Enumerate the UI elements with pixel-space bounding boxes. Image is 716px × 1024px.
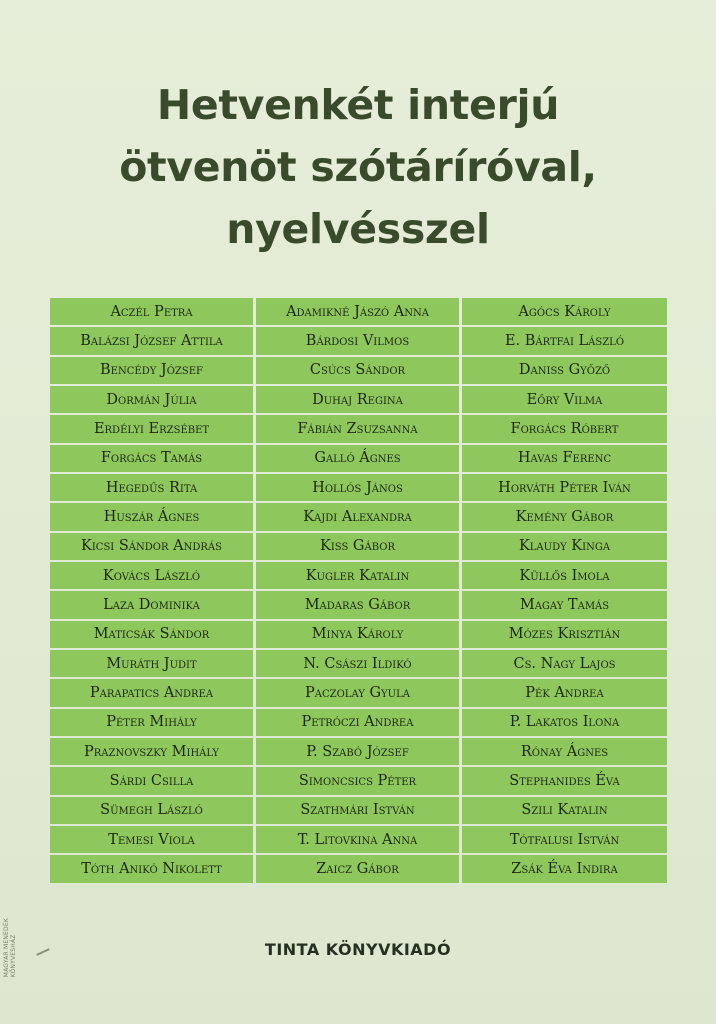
- name-cell: Kugler Katalin: [256, 562, 459, 589]
- stamp-line-2: KÖNYVESHÁZ: [10, 934, 17, 978]
- name-cell: Laza Dominika: [50, 591, 253, 618]
- name-cell: Forgács Tamás: [50, 445, 253, 472]
- name-cell: Dormán Júlia: [50, 386, 253, 413]
- name-cell: Pék Andrea: [462, 679, 667, 706]
- name-cell: Szathmári István: [256, 797, 459, 824]
- name-cell: T. Litovkina Anna: [256, 826, 459, 853]
- name-cell: Balázsi József Attila: [50, 327, 253, 354]
- name-cell: Sümegh László: [50, 797, 253, 824]
- name-cell: Petróczi Andrea: [256, 709, 459, 736]
- name-cell: Havas Ferenc: [462, 445, 667, 472]
- name-cell: Fábián Zsuzsanna: [256, 415, 459, 442]
- name-cell: Daniss Győző: [462, 357, 667, 384]
- name-cell: Galló Ágnes: [256, 445, 459, 472]
- title-line-2: ötvenöt szótáríróval,: [119, 143, 597, 191]
- name-cell: Rónay Ágnes: [462, 738, 667, 765]
- name-cell: Kovács László: [50, 562, 253, 589]
- name-cell: Aczél Petra: [50, 298, 253, 325]
- name-cell: Simoncsics Péter: [256, 767, 459, 794]
- name-cell: Tótfalusi István: [462, 826, 667, 853]
- name-cell: Stephanides Éva: [462, 767, 667, 794]
- name-cell: Küllős Imola: [462, 562, 667, 589]
- name-cell: Agócs Károly: [462, 298, 667, 325]
- name-cell: Szili Katalin: [462, 797, 667, 824]
- name-cell: Kiss Gábor: [256, 533, 459, 560]
- name-cell: E. Bártfai László: [462, 327, 667, 354]
- name-cell: P. Szabó József: [256, 738, 459, 765]
- name-cell: Parapatics Andrea: [50, 679, 253, 706]
- name-cell: Forgács Róbert: [462, 415, 667, 442]
- name-cell: Erdélyi Erzsébet: [50, 415, 253, 442]
- name-cell: Praznovszky Mihály: [50, 738, 253, 765]
- name-cell: Zsák Éva Indira: [462, 855, 667, 882]
- name-cell: P. Lakatos Ilona: [462, 709, 667, 736]
- name-cell: Kajdi Alexandra: [256, 503, 459, 530]
- name-cell: Mózes Krisztián: [462, 621, 667, 648]
- name-cell: Hegedűs Rita: [50, 474, 253, 501]
- title-line-3: nyelvésszel: [226, 205, 490, 253]
- book-title: [0, 74, 716, 260]
- name-cell: Sárdi Csilla: [50, 767, 253, 794]
- name-cell: Magay Tamás: [462, 591, 667, 618]
- name-cell: Huszár Ágnes: [50, 503, 253, 530]
- name-cell: Madaras Gábor: [256, 591, 459, 618]
- name-cell: Eőry Vilma: [462, 386, 667, 413]
- name-cell: Temesi Viola: [50, 826, 253, 853]
- name-cell: Bencédy József: [50, 357, 253, 384]
- name-cell: Cs. Nagy Lajos: [462, 650, 667, 677]
- name-cell: Maticsák Sándor: [50, 621, 253, 648]
- name-cell: Horváth Péter Iván: [462, 474, 667, 501]
- publisher-name: TINTA KÖNYVKIADÓ: [264, 940, 452, 959]
- name-cell: Klaudy Kinga: [462, 533, 667, 560]
- name-cell: Csúcs Sándor: [256, 357, 459, 384]
- library-stamp: [3, 918, 17, 977]
- name-cell: Muráth Judit: [50, 650, 253, 677]
- name-cell: Hollós János: [256, 474, 459, 501]
- name-cell: Duhaj Regina: [256, 386, 459, 413]
- name-cell: Kicsi Sándor András: [50, 533, 253, 560]
- name-cell: N. Császi Ildikó: [256, 650, 459, 677]
- name-cell: Paczolay Gyula: [256, 679, 459, 706]
- name-cell: Zaicz Gábor: [256, 855, 459, 882]
- author-name-grid: [50, 298, 667, 887]
- name-cell: Adamikné Jászó Anna: [256, 298, 459, 325]
- stamp-line-1: MAGYAR MENEDÉK: [3, 918, 10, 978]
- title-line-1: Hetvenkét interjú: [156, 81, 560, 129]
- name-cell: Kemény Gábor: [462, 503, 667, 530]
- name-cell: Minya Károly: [256, 621, 459, 648]
- name-cell: Bárdosi Vilmos: [256, 327, 459, 354]
- name-cell: Tóth Anikó Nikolett: [50, 855, 253, 882]
- name-cell: Péter Mihály: [50, 709, 253, 736]
